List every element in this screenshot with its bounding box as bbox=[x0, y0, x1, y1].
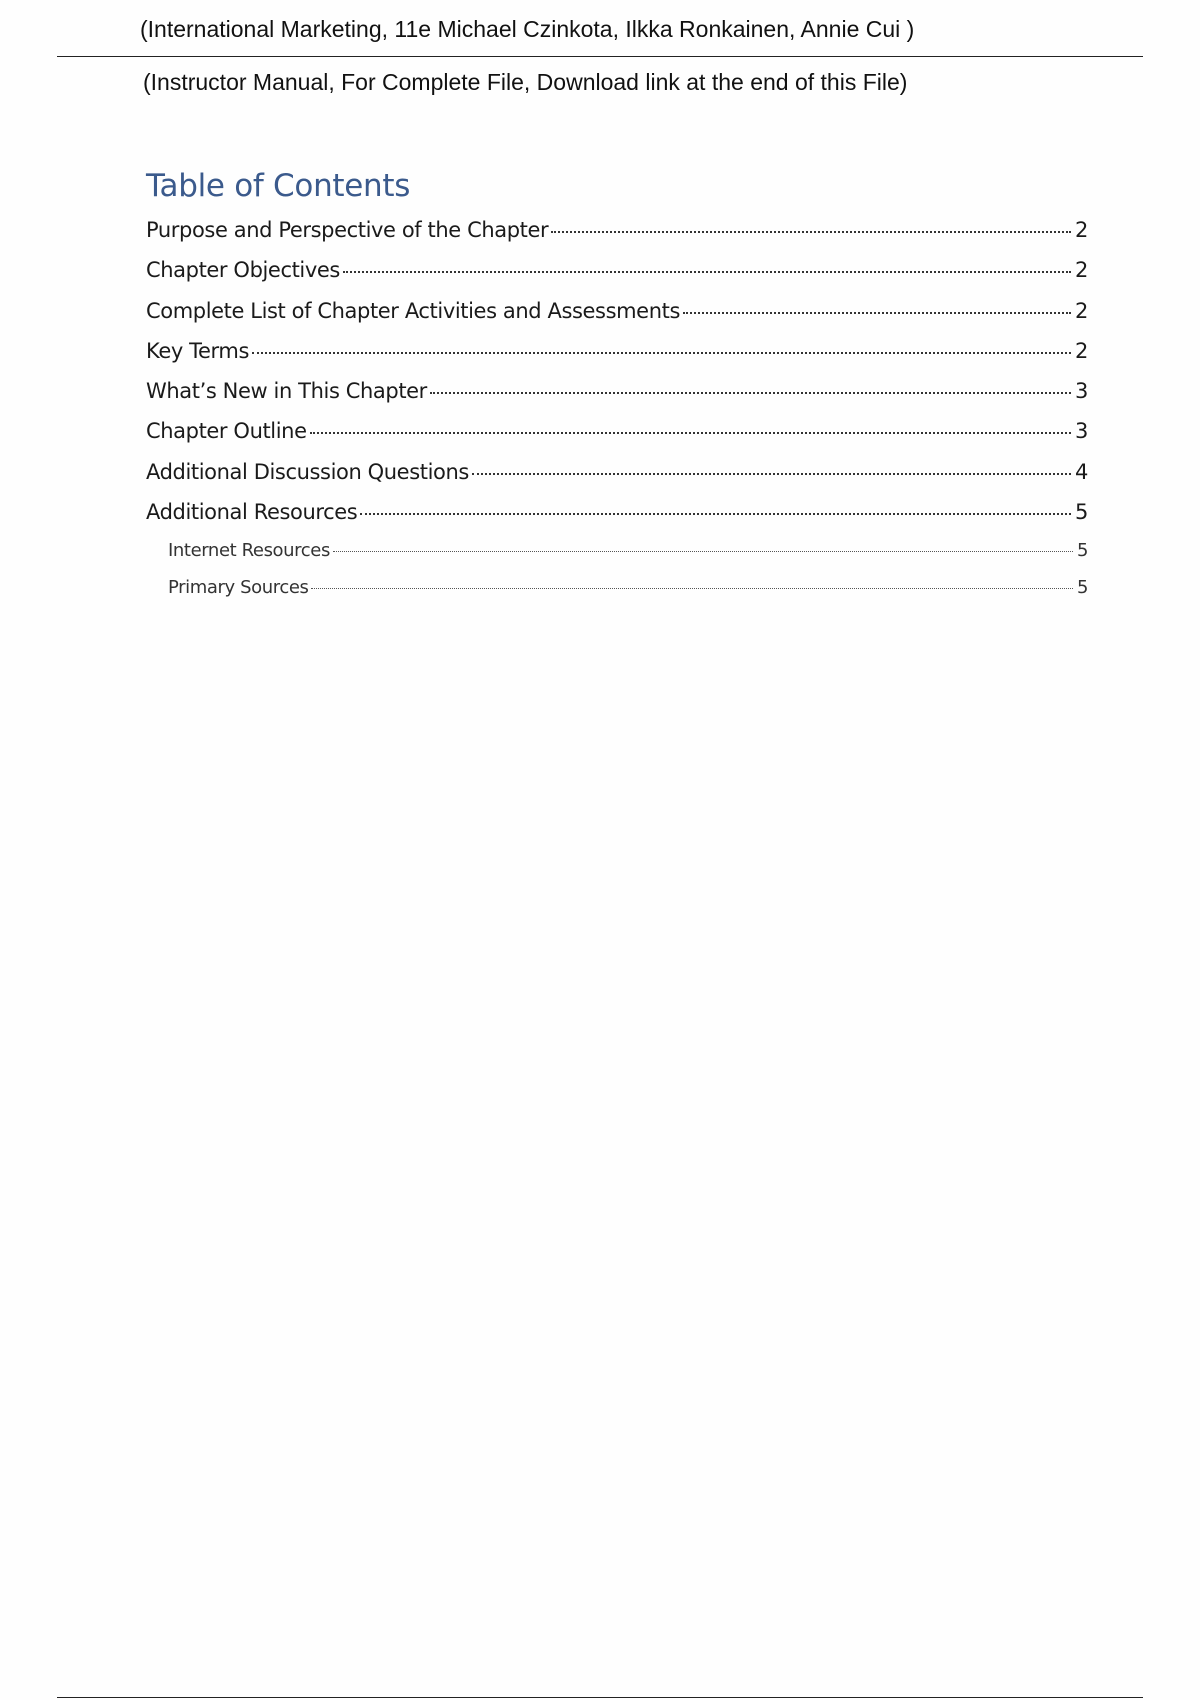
toc-leader-dots bbox=[551, 231, 1071, 233]
toc-subentry-primary[interactable] bbox=[146, 577, 1088, 614]
toc-page-number: 2 bbox=[1075, 258, 1088, 283]
toc-entry-purpose[interactable] bbox=[146, 218, 1088, 258]
toc-entry-label: Primary Sources bbox=[168, 576, 309, 598]
toc-page-number: 2 bbox=[1075, 298, 1088, 323]
toc-entry-label: Chapter Outline bbox=[146, 419, 307, 444]
toc-leader-dots bbox=[430, 392, 1071, 394]
toc-entry-key-terms[interactable] bbox=[146, 339, 1088, 379]
toc-page-number: 5 bbox=[1075, 500, 1088, 525]
toc-leader-dots bbox=[472, 473, 1071, 475]
toc-leader-dots bbox=[311, 588, 1072, 589]
toc-entry-label: Internet Resources bbox=[168, 540, 330, 562]
toc-leader-dots bbox=[360, 513, 1071, 515]
toc-entry-resources[interactable] bbox=[146, 500, 1088, 540]
toc-entry-label: Additional Discussion Questions bbox=[146, 459, 469, 484]
toc-leader-dots bbox=[683, 312, 1071, 314]
toc-entry-whats-new[interactable] bbox=[146, 379, 1088, 419]
toc-entry-label: Key Terms bbox=[146, 338, 249, 363]
toc-entry-outline[interactable] bbox=[146, 419, 1088, 459]
toc-title: Table of Contents bbox=[146, 168, 411, 204]
toc-entry-label: Additional Resources bbox=[146, 500, 358, 525]
toc-page-number: 2 bbox=[1075, 218, 1088, 242]
toc-page-number: 3 bbox=[1075, 419, 1088, 444]
footer-divider bbox=[57, 1697, 1143, 1698]
header-subtitle: (Instructor Manual, For Complete File, Download link at the end of this File) bbox=[143, 69, 908, 95]
toc-entry-objectives[interactable] bbox=[146, 258, 1088, 298]
toc-page-number: 5 bbox=[1076, 540, 1088, 562]
toc-leader-dots bbox=[310, 432, 1071, 434]
table-of-contents bbox=[146, 218, 1088, 613]
header-title: (International Marketing, 11e Michael Czinkota, Ilkka Ronkainen, Annie Cui ) bbox=[140, 16, 915, 42]
header-divider bbox=[57, 56, 1143, 57]
toc-entry-label: What’s New in This Chapter bbox=[146, 379, 427, 404]
toc-leader-dots bbox=[252, 352, 1071, 354]
toc-entry-label: Chapter Objectives bbox=[146, 258, 340, 283]
toc-entry-label: Purpose and Perspective of the Chapter bbox=[146, 218, 549, 242]
toc-leader-dots bbox=[333, 551, 1073, 552]
toc-page-number: 2 bbox=[1075, 338, 1088, 363]
toc-entry-activities[interactable] bbox=[146, 299, 1088, 339]
toc-entry-label: Complete List of Chapter Activities and Assessments bbox=[146, 298, 680, 323]
toc-page-number: 3 bbox=[1075, 379, 1088, 404]
toc-entry-discussion[interactable] bbox=[146, 460, 1088, 500]
toc-page-number: 5 bbox=[1076, 576, 1088, 598]
toc-leader-dots bbox=[343, 271, 1071, 273]
toc-page-number: 4 bbox=[1075, 459, 1088, 484]
toc-subentry-internet[interactable] bbox=[146, 540, 1088, 577]
